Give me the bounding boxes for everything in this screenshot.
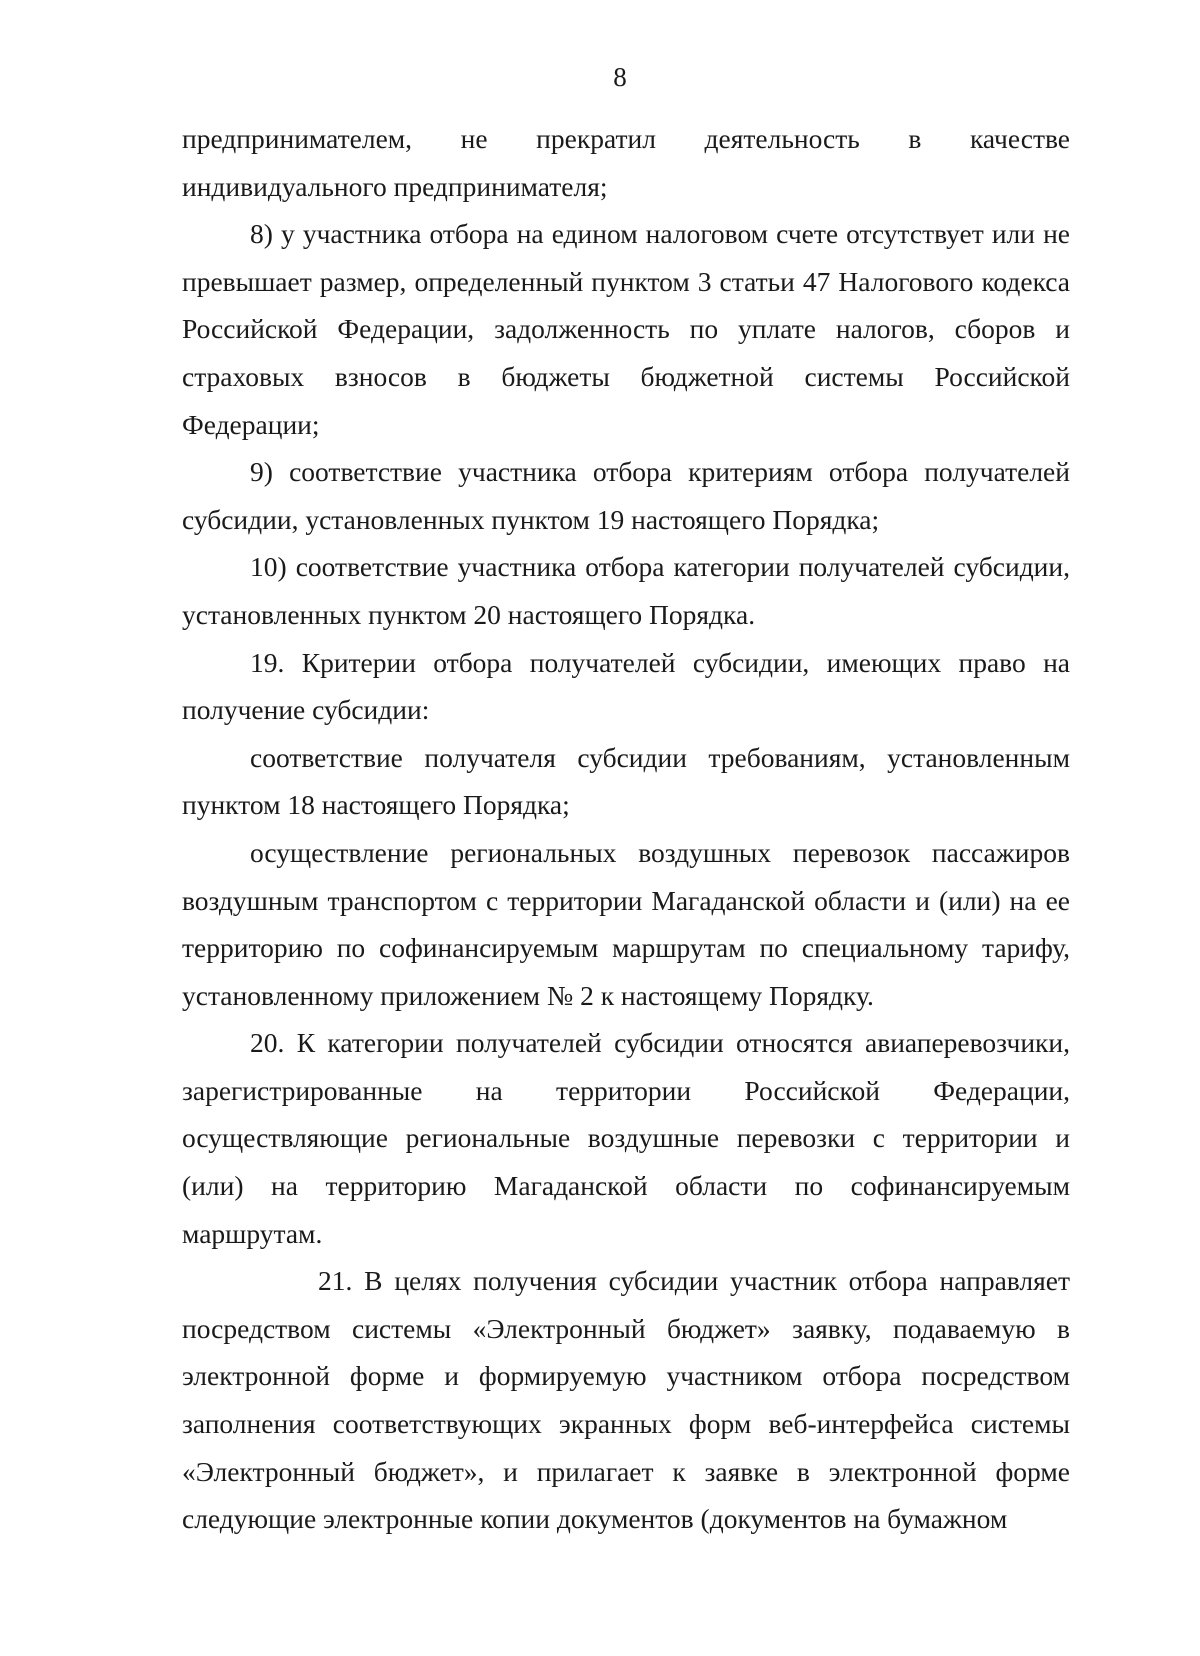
paragraph: 20. К категории получателей субсидии относятся авиаперевозчики, зарегистрированные на территории Российской Федерации, осуществляющие региональные воздушные перевозки с территории и (или) на территорию Магаданской области по софинансируемым маршрутам. [182, 1027, 1070, 1249]
paragraph: осуществление региональных воздушных перевозок пассажиров воздушным транспортом с территории Магаданской области и (или) на ее территорию по софинансируемым маршрутам по специальному тарифу, установленному приложением № 2 к настоящему Порядку. [182, 836, 1070, 1011]
paragraph: 19. Критерии отбора получателей субсидии, имеющих право на получение субсидии: [182, 646, 1070, 726]
paragraph: 9) соответствие участника отбора критериям отбора получателей субсидии, установленных пунктом 19 настоящего Порядка; [182, 456, 1070, 535]
document-body [182, 115, 1070, 1543]
paragraph: 8) у участника отбора на едином налоговом счете отсутствует или не превышает размер, определенный пунктом 3 статьи 47 Налогового кодекса Российской Федерации, задолженность по уплате налогов, сборов и страховых взносов в бюджеты бюджетной системы Российской Федерации; [182, 218, 1070, 440]
page-number: 8 [613, 62, 627, 92]
paragraph: 21. В целях получения субсидии участник отбора направляет посредством системы «Электронный бюджет» заявку, подаваемую в электронной форме и формируемую участником отбора посредством заполнения соответствующих экранных форм веб-интерфейса системы «Электронный бюджет», и прилагает к заявке в электронной форме следующие электронные копии документов (документов на бумажном [182, 1265, 1070, 1535]
paragraph: предпринимателем, не прекратил деятельность в качестве индивидуального предпринимателя; [182, 123, 1070, 202]
paragraph: соответствие получателя субсидии требованиям, установленным пунктом 18 настоящего Порядка; [182, 741, 1070, 821]
paragraph: 10) соответствие участника отбора категории получателей субсидии, установленных пунктом 20 настоящего Порядка. [182, 551, 1070, 630]
